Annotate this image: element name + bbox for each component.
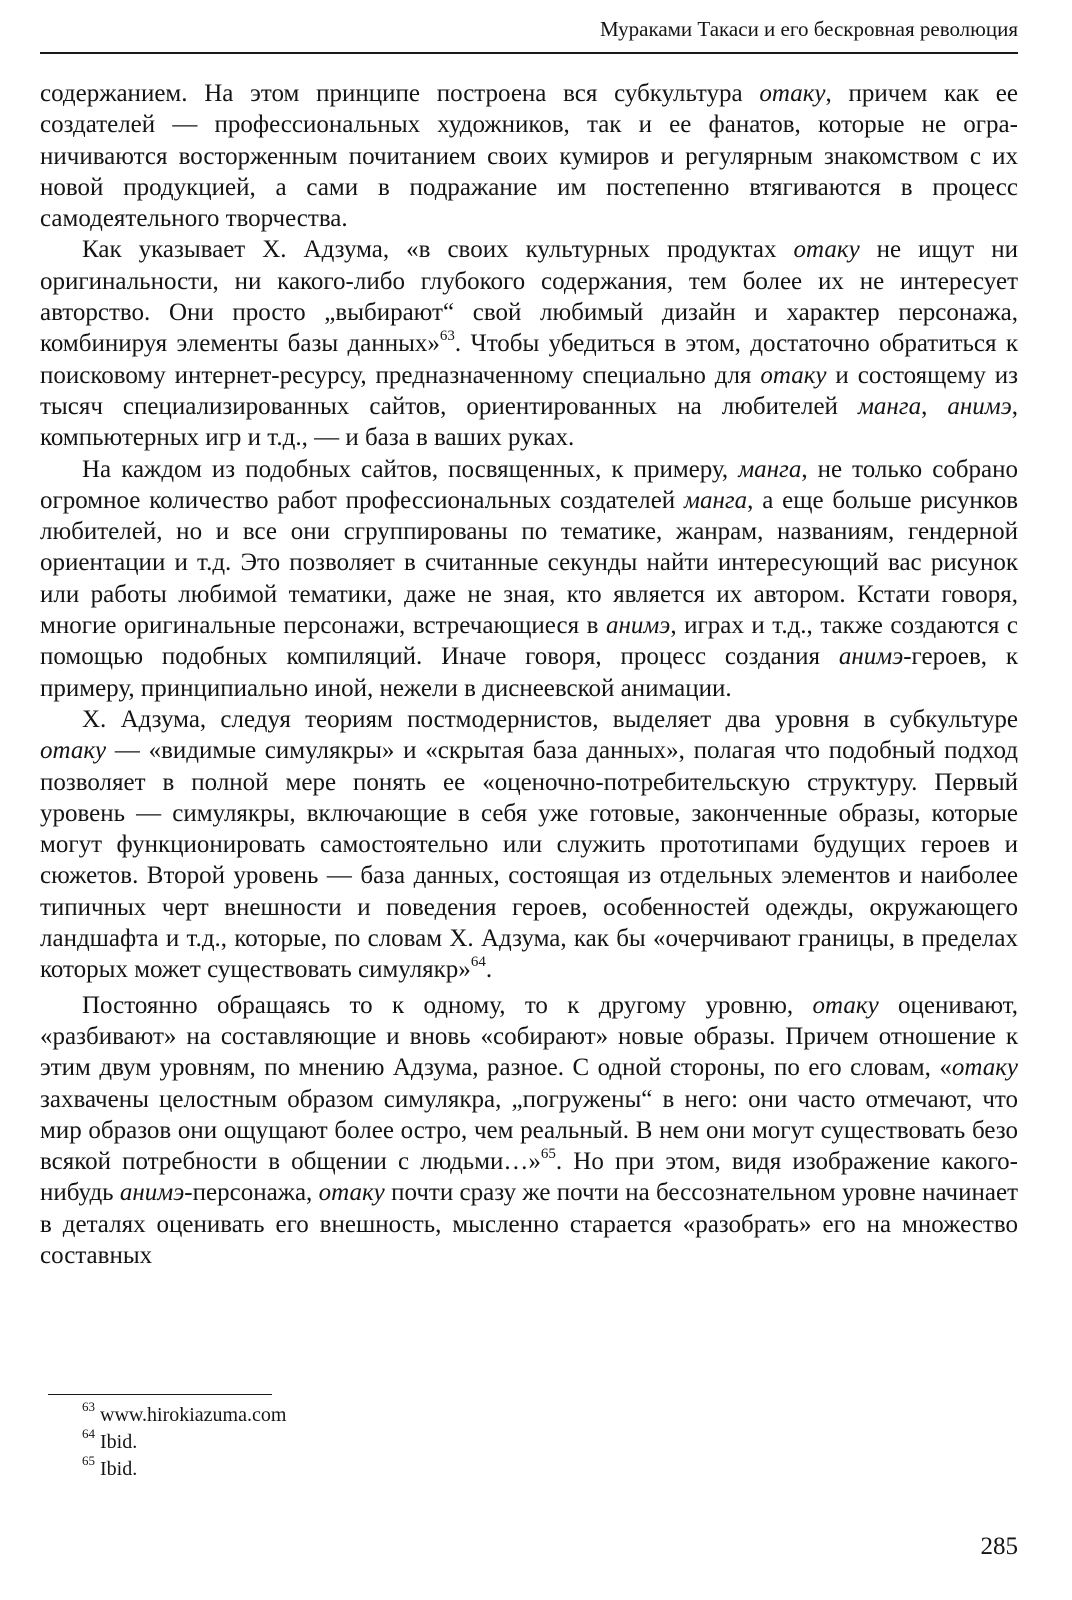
text-run: Х. Адзума, следуя теориям постмодернистов, выделяет два уровня в субкультуре	[82, 705, 1018, 733]
footnotes	[82, 1399, 287, 1483]
italic-term: отаку	[760, 361, 827, 389]
italic-term: манга	[684, 486, 748, 514]
text-run: Как указывает Х. Адзума, «в своих культурных продуктах	[82, 236, 794, 264]
footnote-ref-65: 65	[540, 1145, 556, 1162]
footnote-64	[82, 1426, 286, 1456]
paragraph-2	[40, 234, 1018, 453]
text-run: почти сразу же почти на бессознательном уровне начинает в деталях оценивать его внешность, мысленно старается «разобрать» его на множество составных	[40, 1179, 1018, 1269]
footnote-ref-63: 63	[439, 328, 455, 345]
italic-term: отаку	[812, 991, 879, 1019]
footnote-65	[82, 1453, 286, 1483]
text-run: . Чтобы убедиться в этом, достаточно обратиться к поисковому интернет-ресурсу, предназначенному специально для	[40, 330, 1018, 389]
text-run: не ищут ни оригинальности, ни какого-либо глубокого содержания, тем более их не интересует авторство. Они просто „выбирают“ свой любимый дизайн и характер персонажа, комбинируя элементы базы данных»	[40, 236, 1018, 358]
text-run: , а еще больше рисунков любителей, но и все они сгруппированы по тематике, жанрам, названиям, гендерной ориентации и т.д. Это позволяет в считанные секунды найти интересующий вас рисунок или работы любимой тематики, даже не зная, кто является их автором. Кстати говоря, многие оригинальные персонажи, встречающиеся в	[40, 486, 1018, 640]
footnote-separator	[48, 1394, 272, 1395]
text-run: захвачены целостным образом симулякра, „погружены“ в него: они часто отмечают, что мир образов они ощущают более остро, чем реальный. В нем они могут существовать безо всякой потребности в общении с людьми…»	[40, 1085, 1018, 1176]
body-text	[40, 78, 1018, 1271]
page-header	[40, 14, 1018, 54]
italic-term: анимэ	[947, 392, 1012, 420]
italic-term: анимэ	[119, 1179, 185, 1207]
paragraph-5	[40, 990, 1018, 1272]
footnote-63	[82, 1399, 287, 1429]
text-run: , не только собрано огромное количество работ профессиональных создателей	[40, 455, 1018, 514]
text-run: -героев, к примеру, принципиально иной, нежели в диснеевской анимации.	[40, 643, 1018, 702]
text-run: .	[485, 956, 493, 984]
italic-term: анимэ	[605, 612, 671, 640]
footnote-number: 63	[82, 1399, 95, 1415]
text-run: , причем как ее создателей — профессиональных художников, так и ее фанатов, которые не ограничиваются восторженным почитанием своих кумиров и регулярным знакомством с их новой продукцией, а сами в подражание им постепенно втягиваются в процесс самодеятельного творчества.	[40, 80, 1018, 233]
text-run: , играх и т.д., также создаются с помощью подобных компиляций. Иначе говоря, процесс создания	[40, 612, 1018, 671]
text-run: Постоянно обращаясь то к одному, то к другому уровню,	[82, 991, 813, 1019]
italic-term: отаку	[318, 1179, 385, 1207]
italic-term: отаку	[40, 737, 107, 765]
text-run: ,	[921, 392, 948, 420]
footnote-number: 64	[82, 1426, 95, 1442]
italic-term: анимэ	[838, 643, 904, 671]
text-run: оценивают, «разбивают» на составляющие и вновь «собирают» новые образы. Причем отношение к этим двум уровням, по мнению Адзума, разное. С одной стороны, по его словам, «	[40, 991, 1018, 1082]
running-head: Мураками Такаси и его бескровная революция	[599, 17, 1018, 41]
text-run: -персонажа,	[184, 1179, 319, 1207]
footnote-ref-64: 64	[470, 953, 486, 970]
footnote-text: www.hirokiazuma.com	[95, 1404, 287, 1426]
text-run: На каждом из подобных сайтов, посвященных, к примеру,	[82, 455, 739, 483]
text-run: . Но при этом, видя изображение какого-нибудь	[40, 1148, 1019, 1207]
text-run: , компьютерных игр и т.д., — и база в ваших руках.	[40, 392, 1018, 452]
text-run: содержанием. На этом принципе построена вся субкультура	[40, 80, 760, 107]
footnote-text: Ibid.	[95, 1458, 138, 1480]
italic-term: отаку	[759, 80, 826, 107]
text-run: и состоящему из тысяч специализированных сайтов, ориентированных на любителей	[40, 361, 1018, 420]
page-number: 285	[980, 1533, 1018, 1560]
italic-term: отаку	[951, 1054, 1018, 1082]
italic-term: манга	[738, 455, 802, 483]
paragraph-3	[40, 454, 1018, 704]
footnote-number: 65	[82, 1453, 95, 1469]
paragraph-1	[40, 78, 1018, 234]
italic-term: манга	[857, 392, 922, 420]
paragraph-4	[40, 704, 1018, 986]
footnote-text: Ibid.	[95, 1431, 138, 1453]
italic-term: отаку	[793, 236, 860, 264]
text-run: — «видимые симулякры» и «скрытая база данных», полагая что подобный подход позволяет в полной мере понять ее «оценочно-потребительскую структуру. Первый уровень — симулякры, включающие в себя уже готовые, законченные образы, которые могут функционировать самостоятельно или служить прототипами будущих героев и сюжетов. Второй уровень — база данных, состоящая из отдельных элементов и наиболее типичных черт внешности и поведения героев, особенностей одежды, окружающего ландшафта и т.д., которые, по словам Х. Адзума, как бы «очерчивают границы, в пределах которых может существовать симулякр»	[40, 737, 1018, 984]
header-rule	[40, 52, 1018, 54]
